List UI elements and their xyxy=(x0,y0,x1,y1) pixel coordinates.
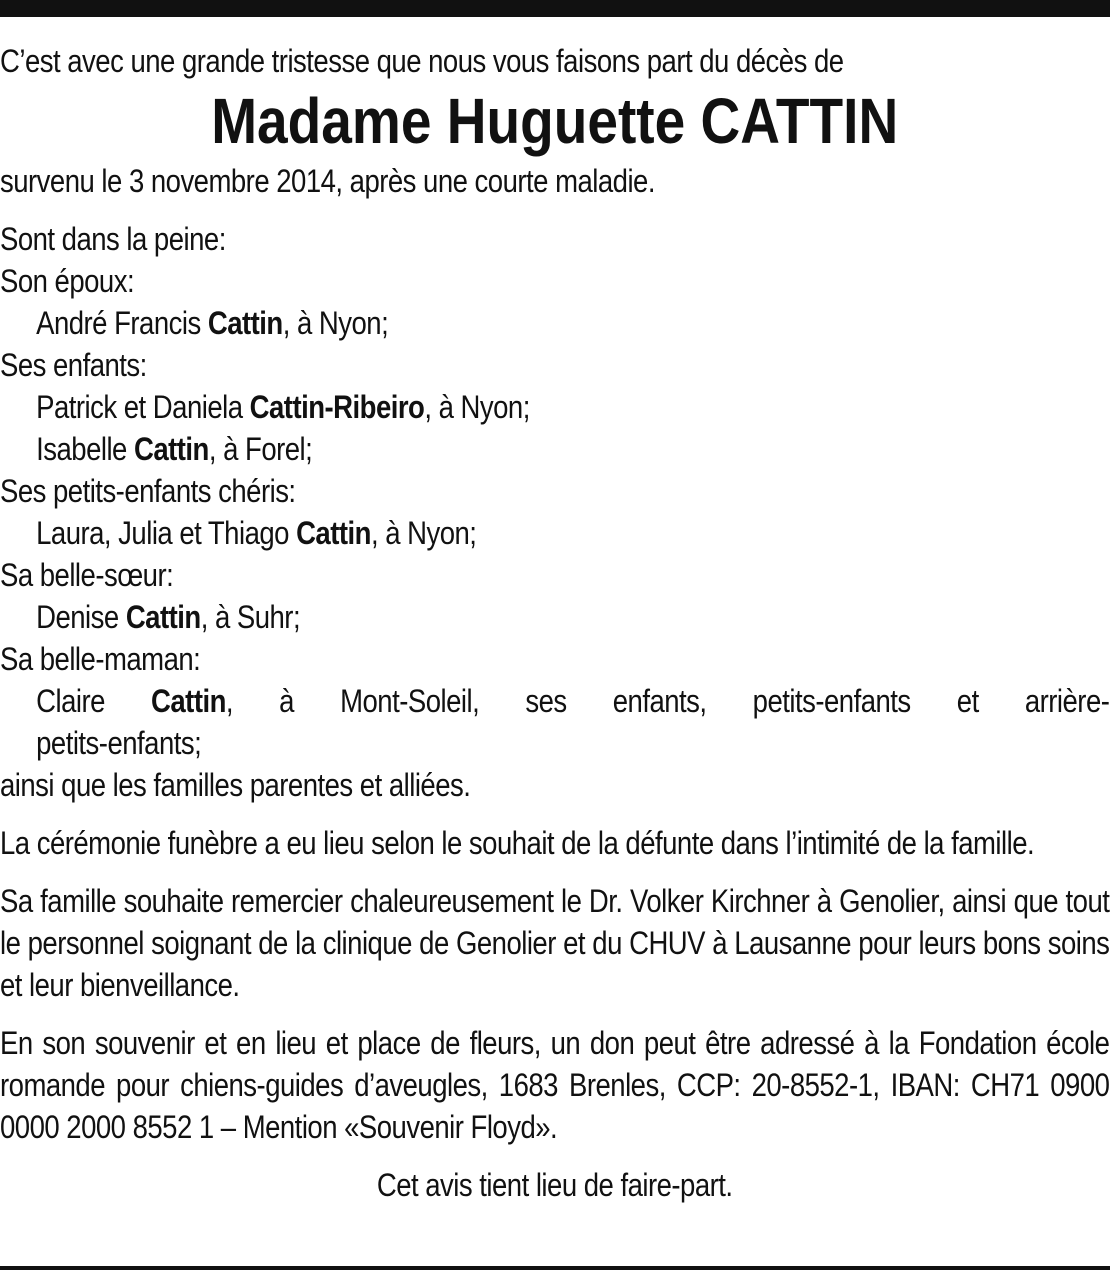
mourners-intro: Sont dans la peine: xyxy=(0,221,226,257)
group-heading-children: Ses enfants: xyxy=(0,347,147,383)
top-border-rule xyxy=(0,0,1110,17)
group-heading-grandchildren: Ses petits-enfants chéris: xyxy=(0,473,296,509)
bottom-border-rule xyxy=(0,1266,1110,1270)
deceased-name: Madame Huguette CATTIN xyxy=(211,85,899,157)
ceremony-paragraph: La cérémonie funèbre a eu lieu selon le souhait de la défunte dans l’intimité de la famille. xyxy=(0,825,1035,861)
group-heading-spouse: Son époux: xyxy=(0,263,135,299)
mourner-line: Claire Cattin, à Mont-Soleil, ses enfants, petits-enfants et arrière- xyxy=(36,683,1110,719)
allied-families-text: ainsi que les familles parentes et alliées. xyxy=(0,767,471,803)
group-heading-mother-in-law: Sa belle-maman: xyxy=(0,641,201,677)
mourner-line: Laura, Julia et Thiago Cattin, à Nyon; xyxy=(36,515,477,551)
group-heading-sister-in-law: Sa belle-sœur: xyxy=(0,557,174,593)
mourner-line: Isabelle Cattin, à Forel; xyxy=(36,431,313,467)
mourner-line-continuation: petits-enfants; xyxy=(36,725,202,761)
thanks-paragraph: Sa famille souhaite remercier chaleureusement le Dr. Volker Kirchner à Genolier, ainsi que tout le personnel soignant de la clinique de Genolier et du CHUV à Lausanne pour leurs bons soins et leur bienveillance. xyxy=(0,883,1110,1003)
mourner-line: Patrick et Daniela Cattin-Ribeiro, à Nyon; xyxy=(36,389,530,425)
mourner-line: Denise Cattin, à Suhr; xyxy=(36,599,301,635)
intro-text: C’est avec une grande tristesse que nous vous faisons part du décès de xyxy=(0,43,844,79)
date-of-death-text: survenu le 3 novembre 2014, après une courte maladie. xyxy=(0,163,655,199)
obituary-notice xyxy=(0,40,1110,1206)
footer-note: Cet avis tient lieu de faire-part. xyxy=(376,1167,733,1203)
mourner-line: André Francis Cattin, à Nyon; xyxy=(36,305,389,341)
donation-paragraph: En son souvenir et en lieu et place de fleurs, un don peut être adressé à la Fondation école romande pour chiens-guides d’aveugles, 1683 Brenles, CCP: 20-8552-1, IBAN: CH71 0900 0000 2000 8552 1 – Mention «Souvenir Floyd». xyxy=(0,1025,1110,1145)
